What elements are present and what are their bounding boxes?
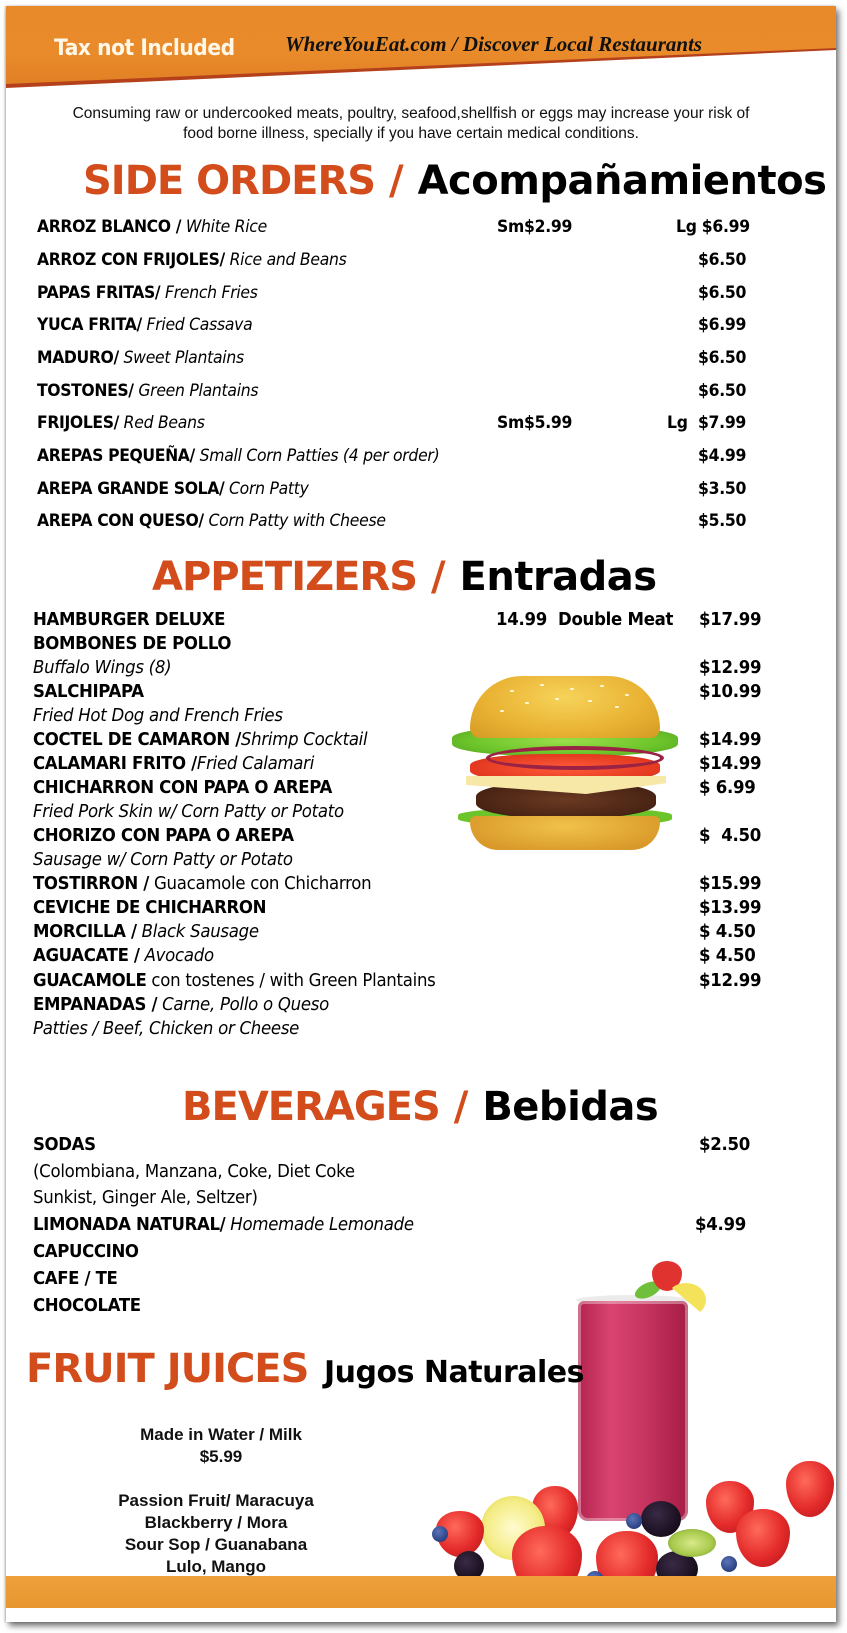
food-safety-warning	[26, 104, 796, 144]
menu-page	[6, 6, 836, 1622]
appetizer-price: $17.99	[699, 609, 762, 630]
appetizer-price: $12.99	[699, 970, 762, 991]
appetizer-line: CEVICHE DE CHICHARRON	[33, 897, 267, 918]
heading-english: SIDE ORDERS	[83, 158, 376, 204]
juice-flavor: Sour Sop / Guanabana	[124, 1535, 308, 1554]
heading-english: APPETIZERS	[152, 554, 418, 600]
side-item-price: $3.50	[698, 479, 747, 499]
side-item-price: $4.99	[698, 446, 747, 466]
beverage-line: CAFE / TE	[33, 1268, 118, 1289]
appetizer-line: HAMBURGER DELUXE	[33, 609, 226, 630]
beverage-price: $4.99	[695, 1214, 747, 1235]
appetizer-price: $12.99	[699, 657, 762, 678]
heading-slash: /	[453, 1084, 469, 1130]
heading-spanish: Entradas	[459, 554, 657, 600]
beverage-line: CAPUCCINO	[33, 1241, 139, 1262]
beverage-line: SODAS	[33, 1134, 96, 1155]
appetizer-price: $ 6.99	[699, 777, 756, 798]
heading-slash: /	[389, 158, 404, 204]
heading-english: FRUIT JUICES	[26, 1346, 309, 1392]
appetizer-line: CHICHARRON CON PAPA O AREPA	[33, 777, 332, 798]
appetizer-line: COCTEL DE CAMARON /Shrimp Cocktail	[33, 729, 368, 750]
side-item-small-price: Sm$2.99	[497, 217, 573, 237]
appetizer-single-price: 14.99 Double Meat	[496, 609, 674, 630]
side-item-name: ARROZ CON FRIJOLES/ Rice and Beans	[37, 250, 347, 270]
appetizer-line: CALAMARI FRITO /Fried Calamari	[33, 753, 315, 774]
side-item-name: AREPA CON QUESO/ Corn Patty with Cheese	[37, 511, 386, 531]
appetizer-price: $ 4.50	[699, 825, 761, 846]
side-item-small-price: Sm$5.99	[497, 413, 573, 433]
appetizer-line: MORCILLA / Black Sausage	[33, 921, 259, 942]
appetizer-price: $15.99	[699, 873, 762, 894]
side-item-price: $6.99	[698, 315, 747, 335]
side-orders-heading	[83, 158, 826, 204]
heading-spanish: Acompañamientos	[417, 158, 827, 204]
side-item-price: Lg $6.99	[676, 217, 750, 237]
side-item-price: Lg $7.99	[667, 413, 747, 433]
warning-line-1: Consuming raw or undercooked meats, poultry, seafood,shellfish or eggs may increase your risk of	[72, 105, 750, 122]
appetizer-price: $14.99	[699, 753, 762, 774]
appetizer-price: $14.99	[699, 729, 762, 750]
appetizer-line: EMPANADAS / Carne, Pollo o Queso	[33, 994, 329, 1015]
beverage-price: $2.50	[699, 1134, 751, 1155]
appetizer-line: Sausage w/ Corn Patty or Potato	[33, 849, 293, 870]
appetizer-line: Fried Hot Dog and French Fries	[33, 705, 283, 726]
juice-flavor: Passion Fruit/ Maracuya	[118, 1491, 314, 1510]
heading-spanish: Bebidas	[482, 1084, 659, 1130]
appetizer-line: Buffalo Wings (8)	[33, 657, 172, 678]
side-item-name: AREPA GRANDE SOLA/ Corn Patty	[37, 479, 309, 499]
side-item-name: TOSTONES/ Green Plantains	[37, 381, 259, 401]
side-item-price: $6.50	[698, 283, 747, 303]
side-item-name: AREPAS PEQUEÑA/ Small Corn Patties (4 per order)	[37, 446, 440, 466]
juice-flavors-list	[86, 1490, 346, 1578]
side-item-name: MADURO/ Sweet Plantains	[37, 348, 244, 368]
appetizer-line: Fried Pork Skin w/ Corn Patty or Potato	[33, 801, 344, 822]
fruit-juices-heading-spanish: Jugos Naturales	[324, 1355, 584, 1390]
juice-flavor: Blackberry / Mora	[144, 1513, 288, 1532]
appetizer-line: AGUACATE / Avocado	[33, 945, 214, 966]
heading-english: BEVERAGES	[182, 1084, 440, 1130]
beverages-heading	[182, 1084, 658, 1130]
hamburger-image	[446, 676, 686, 851]
appetizer-price: $13.99	[699, 897, 762, 918]
juice-base-info	[96, 1424, 346, 1468]
side-item-name: YUCA FRITA/ Fried Cassava	[37, 315, 253, 335]
heading-slash: /	[430, 554, 446, 600]
side-item-name: FRIJOLES/ Red Beans	[37, 413, 205, 433]
beverage-line: LIMONADA NATURAL/ Homemade Lemonade	[33, 1214, 414, 1235]
appetizer-line: BOMBONES DE POLLO	[33, 633, 232, 654]
beverage-line: Sunkist, Ginger Ale, Seltzer)	[33, 1187, 258, 1208]
appetizers-heading	[152, 554, 657, 600]
juice-made-in: Made in Water / Milk	[140, 1425, 302, 1444]
warning-line-2: food borne illness, specially if you have certain medical conditions.	[183, 125, 639, 142]
side-item-price: $6.50	[698, 250, 747, 270]
appetizer-line: Patties / Beef, Chicken or Cheese	[33, 1018, 300, 1039]
fruit-juices-heading	[26, 1346, 308, 1392]
side-item-price: $5.50	[698, 511, 747, 531]
smoothie-fruit-image	[436, 1261, 836, 1599]
juice-price: $5.99	[199, 1447, 243, 1466]
tax-note: Tax not Included	[54, 36, 235, 61]
appetizer-line: TOSTIRRON / Guacamole con Chicharron	[33, 873, 372, 894]
site-title: WhereYouEat.com / Discover Local Restaurants	[285, 32, 703, 56]
side-item-price: $6.50	[698, 381, 747, 401]
appetizer-price: $ 4.50	[699, 945, 756, 966]
beverage-line: CHOCOLATE	[33, 1295, 141, 1316]
appetizer-price: $10.99	[699, 681, 762, 702]
juice-flavor: Lulo, Mango	[165, 1557, 267, 1576]
side-item-price: $6.50	[698, 348, 747, 368]
side-item-name: PAPAS FRITAS/ French Fries	[37, 283, 258, 303]
beverage-line: (Colombiana, Manzana, Coke, Diet Coke	[33, 1161, 355, 1182]
appetizer-line: GUACAMOLE con tostenes / with Green Plantains	[33, 970, 436, 991]
appetizer-line: CHORIZO CON PAPA O AREPA	[33, 825, 294, 846]
appetizer-price: $ 4.50	[699, 921, 756, 942]
appetizer-line: SALCHIPAPA	[33, 681, 144, 702]
footer-band	[6, 1576, 836, 1608]
side-item-name: ARROZ BLANCO / White Rice	[37, 217, 267, 237]
